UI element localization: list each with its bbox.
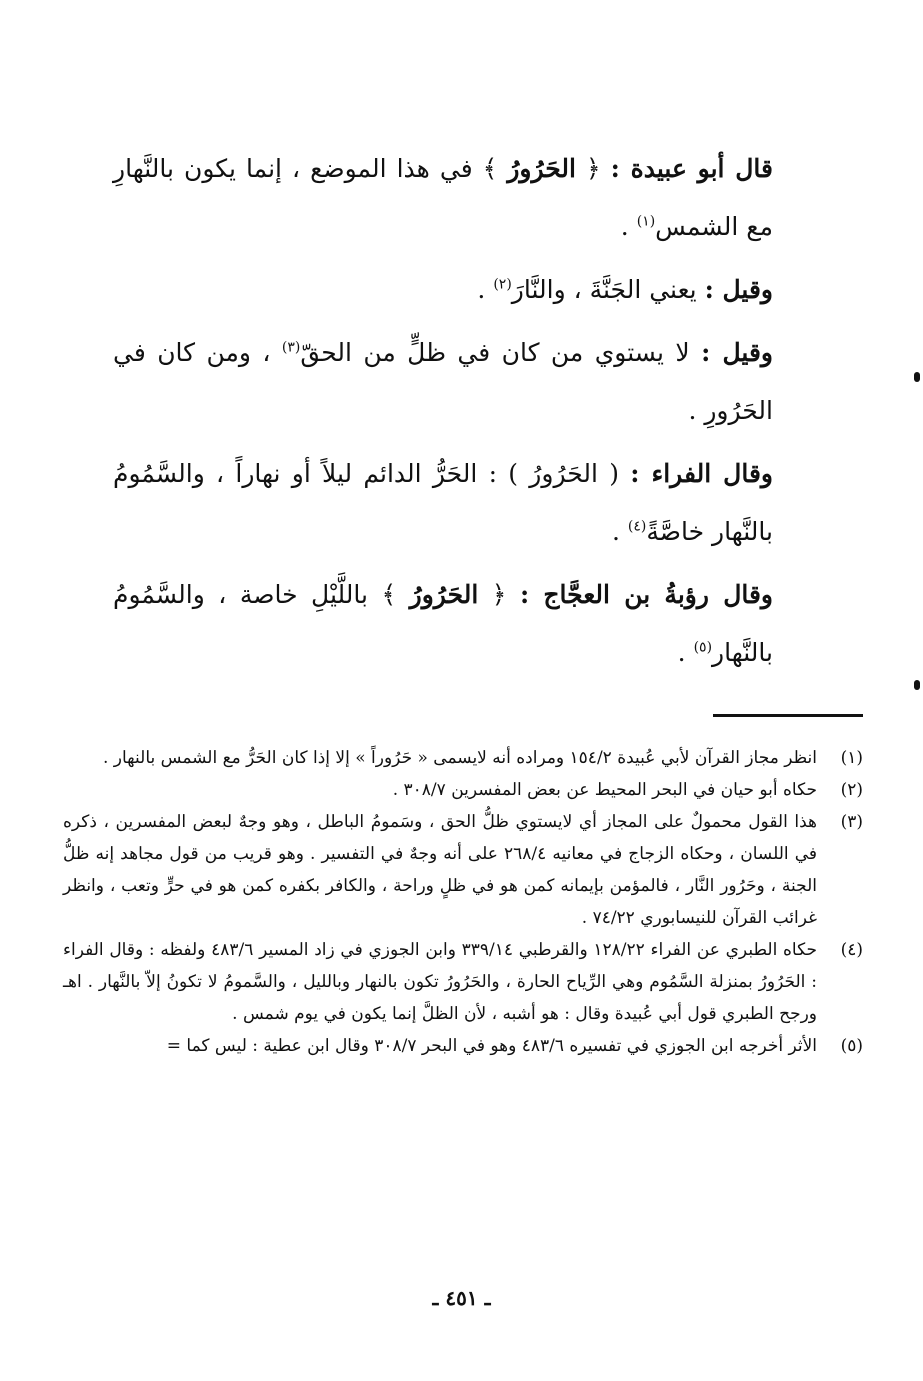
main-paragraph — [113, 324, 773, 440]
footnote-separator — [713, 714, 863, 717]
footnote — [63, 774, 863, 806]
paragraph-text: . — [677, 638, 694, 667]
main-paragraph — [113, 445, 773, 561]
footnote-number: (٥) — [840, 1036, 863, 1056]
footnote-number: (١) — [840, 748, 863, 768]
footnote — [63, 742, 863, 774]
footnote — [63, 934, 863, 1030]
footnotes — [63, 742, 863, 1062]
footnote-ref: (٣) — [281, 339, 301, 356]
paragraph-text: ﴿ — [575, 154, 611, 183]
paragraph-text: ﴿ — [478, 580, 520, 609]
footnote-ref: (٢) — [493, 276, 512, 293]
main-paragraph — [113, 261, 773, 319]
footnote-ref: (٥) — [693, 639, 713, 656]
paragraph-lead: وقيل : — [704, 275, 773, 304]
footnote — [63, 1030, 863, 1062]
quoted-term: الحَرُورُ — [507, 154, 576, 183]
footnote-ref: (١) — [636, 213, 656, 230]
paragraph-lead: وقال رؤبةُ بن العجَّاج : — [519, 580, 774, 609]
footnote-text: حكاه الطبري عن الفراء ١٢٨/٢٢ والقرطبي ٣٣٩/١٤ وابن الجوزي في زاد المسير ٤٨٣/٦ ولفظه : وقال الفراء : الحَرُورُ بمنزلة السَّمُوم وهي الرِّياح الحارة ، والحَرُورُ تكون بالنهار وبالليل ، والسَّمومُ لا تكونُ إلاّ بالنَّهار . اهـ ورجح الطبري قول أبي عُبيدة وقال : هو أشبه ، لأن الظلَّ إنما يكون في يوم شمس . — [63, 940, 817, 1024]
footnote-text: حكاه أبو حيان في البحر المحيط عن بعض المفسرين ٣٠٨/٧ . — [392, 780, 817, 800]
paragraph-lead: وقيل : — [701, 338, 773, 367]
footnote — [63, 806, 863, 934]
footnote-text: هذا القول محمولٌ على المجاز أي لايستوي ظلُّ الحق ، وسَمومُ الباطل ، وهو وجهٌ لبعض المفسرين ، ذكره في اللسان ، وحكاه الزجاج في معانيه ٢٦٨/٤ على أنه وجهٌ في التفسير . وهو قريب من قول مجاهد إنه ظلُّ الجنة ، وحَرُور النَّار ، فالمؤمن بإيمانه كمن هو في ظلٍ وراحة ، والكافر بكفره كمن هو في حرٍّ وتعب ، وانظر غرائب القرآن للنيسابوري ٧٤/٢٢ . — [63, 812, 817, 928]
paragraph-text: ﴾ في هذا الموضع ، إنما يكون بالنَّهارِ مع الشمس — [113, 154, 773, 241]
margin-mark — [914, 372, 920, 382]
footnote-number: (٣) — [840, 812, 863, 832]
main-paragraph — [113, 566, 773, 682]
footnote-text: الأثر أخرجه ابن الجوزي في تفسيره ٤٨٣/٦ وهو في البحر ٣٠٨/٧ وقال ابن عطية : ليس كما = — [166, 1036, 817, 1056]
main-text — [113, 140, 773, 687]
footnote-number: (٤) — [840, 940, 863, 960]
paragraph-lead: قال أبو عبيدة : — [610, 154, 773, 183]
paragraph-lead: وقال الفراء : — [630, 459, 773, 488]
footnote-text: انظر مجاز القرآن لأبي عُبيدة ١٥٤/٢ ومراده أنه لايسمى « حَرُوراً » إلا إذا كان الحَرُّ مع الشمس بالنهار . — [102, 748, 817, 768]
paragraph-text: . — [612, 517, 628, 546]
paragraph-text: ، ومن كان في الحَرُورِ . — [113, 338, 773, 425]
paragraph-text: ( الحَرُورُ ) : الحَرُّ الدائم ليلاً أو نهاراً ، والسَّمُومُ بالنَّهار خاصَّةً — [113, 459, 773, 546]
paragraph-text: يعني الجَنَّةَ ، والنَّارَ — [511, 275, 705, 304]
paragraph-text: . — [620, 212, 637, 241]
paragraph-text: . — [477, 275, 494, 304]
footnote-number: (٢) — [840, 780, 863, 800]
main-paragraph — [113, 140, 773, 256]
paragraph-text: ﴾ باللَّيْلِ خاصة ، والسَّمُومُ بالنَّهار — [113, 580, 773, 667]
footnote-ref: (٤) — [627, 518, 647, 535]
margin-mark — [914, 680, 920, 690]
quoted-term: الحَرُورُ — [409, 580, 479, 609]
page-number: ـ ٤٥١ ـ — [432, 1286, 491, 1310]
paragraph-text: لا يستوي من كان في ظلٍّ من الحقّ — [300, 338, 702, 367]
